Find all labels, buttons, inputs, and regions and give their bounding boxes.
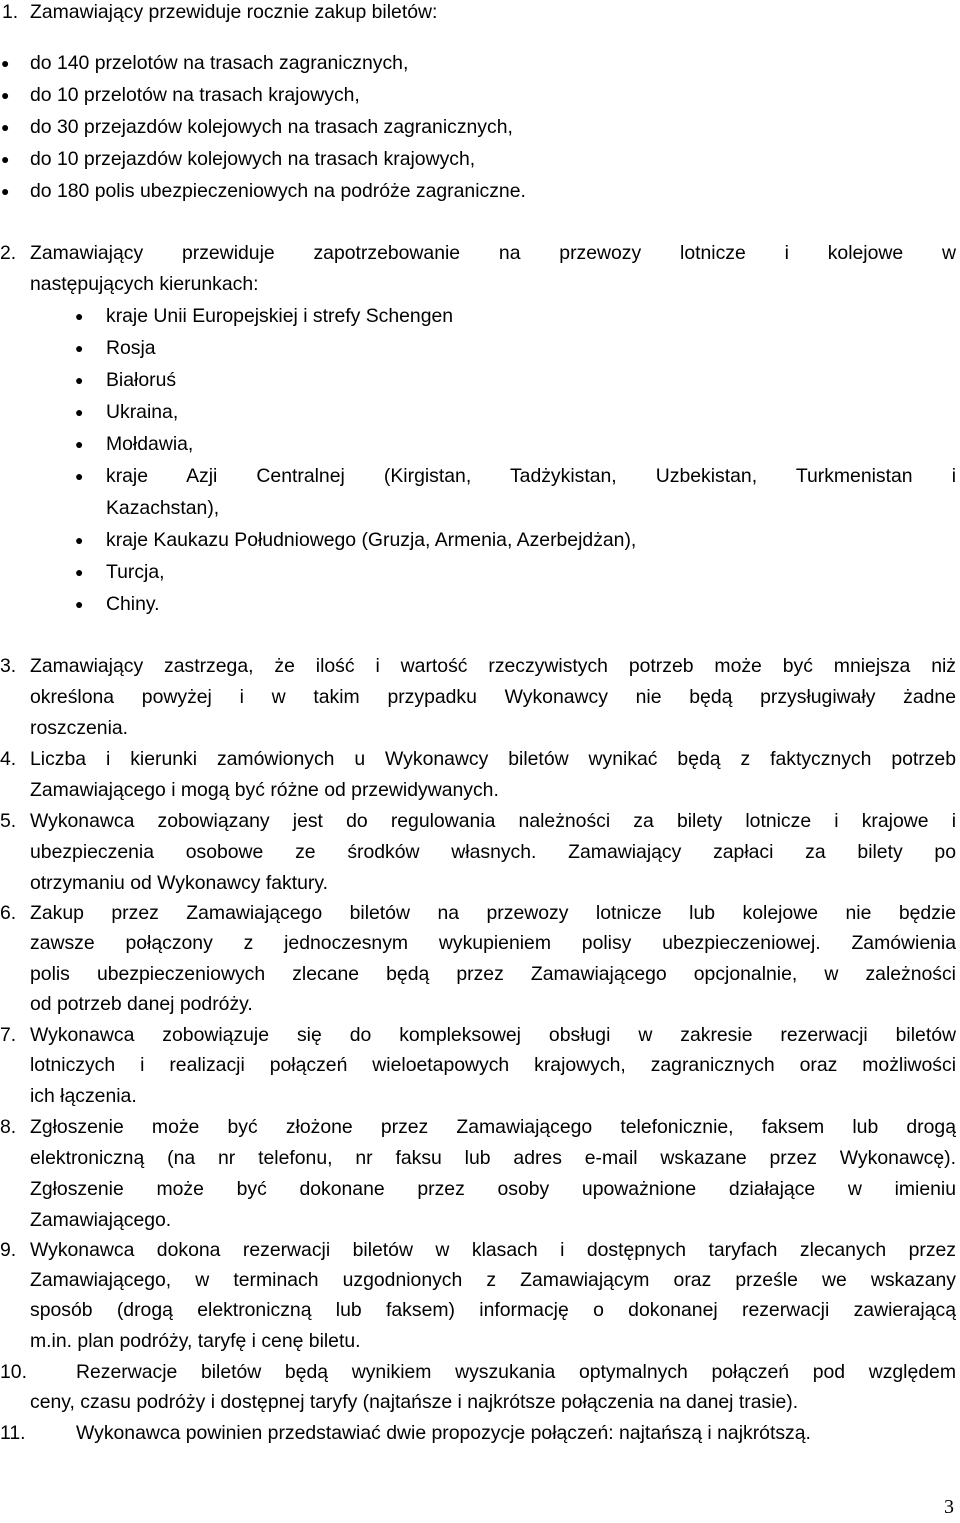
list-item: kraje Unii Europejskiej i strefy Schengen: [106, 305, 454, 327]
section-8-line: Zgłoszenie może być dokonane przez osoby upoważnione działające w imieniu: [30, 1178, 956, 1200]
bullet-icon: ●: [1, 55, 10, 71]
section-5-line: Wykonawca zobowiązany jest do regulowania należności za bilety lotnicze i krajowe i: [30, 810, 956, 832]
section-7-line: ich łączenia.: [30, 1085, 137, 1107]
section-8-line: Zamawiającego.: [30, 1209, 172, 1231]
bullet-icon: ●: [1, 183, 10, 199]
bullet-icon: ●: [1, 87, 10, 103]
section-8-line: Zgłoszenie może być złożone przez Zamawiającego telefonicznie, faksem lub drogą: [30, 1116, 956, 1138]
section-10-line: Rezerwacje biletów będą wynikiem wyszukania optymalnych połączeń pod względem: [76, 1361, 956, 1383]
section-10-number: 10.: [0, 1361, 27, 1383]
section-1-number: 1.: [2, 1, 19, 23]
section-7-line: Wykonawca zobowiązuje się do kompleksowej obsługi w zakresie rezerwacji biletów: [30, 1024, 956, 1046]
bullet-icon: ●: [1, 151, 10, 167]
section-3-line: określona powyżej i w takim przypadku Wykonawcy nie będą przysługiwały żadne: [30, 686, 956, 708]
section-2-number: 2.: [0, 242, 17, 264]
section-4-line: Zamawiającego i mogą być różne od przewidywanych.: [30, 779, 499, 801]
bullet-icon: ●: [75, 564, 84, 580]
section-6-line: zawsze połączony z jednoczesnym wykupieniem polisy ubezpieczeniowej. Zamówienia: [30, 932, 956, 954]
list-item: Rosja: [106, 337, 156, 359]
section-3-number: 3.: [0, 655, 17, 677]
bullet-icon: ●: [75, 340, 84, 356]
section-3-line: Zamawiający zastrzega, że ilość i wartość rzeczywistych potrzeb może być mniejsza niż: [30, 655, 956, 677]
section-9-line: sposób (drogą elektroniczną lub faksem) informację o dokonanej rezerwacji zawierającą: [30, 1299, 956, 1321]
bullet-icon: ●: [75, 468, 84, 484]
list-item: do 180 polis ubezpieczeniowych na podróże zagraniczne.: [30, 180, 526, 202]
section-9-number: 9.: [0, 1239, 17, 1261]
bullet-icon: ●: [75, 596, 84, 612]
section-5-number: 5.: [0, 810, 17, 832]
list-item: Białoruś: [106, 369, 177, 391]
section-6-line: polis ubezpieczeniowych zlecane będą przez Zamawiającego opcjonalnie, w zależności: [30, 963, 956, 985]
bullet-icon: ●: [75, 404, 84, 420]
section-9-line: Wykonawca dokona rezerwacji biletów w klasach i dostępnych taryfach zlecanych przez: [30, 1239, 956, 1261]
section-6-line: od potrzeb danej podróży.: [30, 993, 253, 1015]
section-9-line: m.in. plan podróży, taryfę i cenę biletu.: [30, 1330, 361, 1352]
list-item: kraje Azji Centralnej (Kirgistan, Tadżykistan, Uzbekistan, Turkmenistan i: [106, 465, 956, 487]
bullet-icon: ●: [75, 308, 84, 324]
list-item: Mołdawia,: [106, 433, 194, 455]
section-3-line: roszczenia.: [30, 717, 129, 739]
section-6-number: 6.: [0, 902, 17, 924]
list-item: kraje Kaukazu Południowego (Gruzja, Armenia, Azerbejdżan),: [106, 529, 637, 551]
section-10-line: ceny, czasu podróży i dostępnej taryfy (najtańsze i najkrótsze połączenia na danej trasie).: [30, 1391, 799, 1413]
bullet-icon: ●: [75, 532, 84, 548]
section-11-line: Wykonawca powinien przedstawiać dwie propozycje połączeń: najtańszą i najkrótszą.: [76, 1422, 811, 1444]
section-8-number: 8.: [0, 1116, 17, 1138]
bullet-icon: ●: [75, 372, 84, 388]
section-6-line: Zakup przez Zamawiającego biletów na przewozy lotnicze lub kolejowe nie będzie: [30, 902, 956, 924]
section-5-line: otrzymaniu od Wykonawcy faktury.: [30, 872, 328, 894]
page-number: 3: [944, 1496, 954, 1518]
section-1-intro: 1. Zamawiający przewiduje rocznie zakup biletów:: [2, 1, 438, 23]
list-item: do 30 przejazdów kolejowych na trasach zagranicznych,: [30, 116, 513, 138]
bullet-icon: ●: [1, 119, 10, 135]
list-item: do 10 przejazdów kolejowych na trasach krajowych,: [30, 148, 476, 170]
section-9-line: Zamawiającego, w terminach uzgodnionych z Zamawiającym oraz prześle we wskazany: [30, 1269, 956, 1291]
bullet-icon: ●: [75, 436, 84, 452]
list-item: Ukraina,: [106, 401, 179, 423]
section-4-number: 4.: [0, 748, 17, 770]
list-item: Chiny.: [106, 593, 160, 615]
section-7-number: 7.: [0, 1024, 17, 1046]
section-4-line: Liczba i kierunki zamówionych u Wykonawcy biletów wynikać będą z faktycznych potrzeb: [30, 748, 956, 770]
section-5-line: ubezpieczenia osobowe ze środków własnych. Zamawiający zapłaci za bilety po: [30, 841, 956, 863]
section-2-line-2: następujących kierunkach:: [30, 273, 259, 295]
section-2-line-1: Zamawiający przewiduje zapotrzebowanie na przewozy lotnicze i kolejowe w: [30, 242, 956, 264]
section-7-line: lotniczych i realizacji połączeń wieloetapowych krajowych, zagranicznych oraz możliwości: [30, 1054, 956, 1076]
list-item-continuation: Kazachstan),: [106, 497, 220, 519]
section-8-line: elektroniczną (na nr telefonu, nr faksu lub adres e-mail wskazane przez Wykonawcę).: [30, 1147, 956, 1169]
list-item: do 10 przelotów na trasach krajowych,: [30, 84, 360, 106]
list-item: Turcja,: [106, 561, 165, 583]
list-item: do 140 przelotów na trasach zagranicznych,: [30, 52, 409, 74]
section-11-number: 11.: [0, 1422, 26, 1444]
